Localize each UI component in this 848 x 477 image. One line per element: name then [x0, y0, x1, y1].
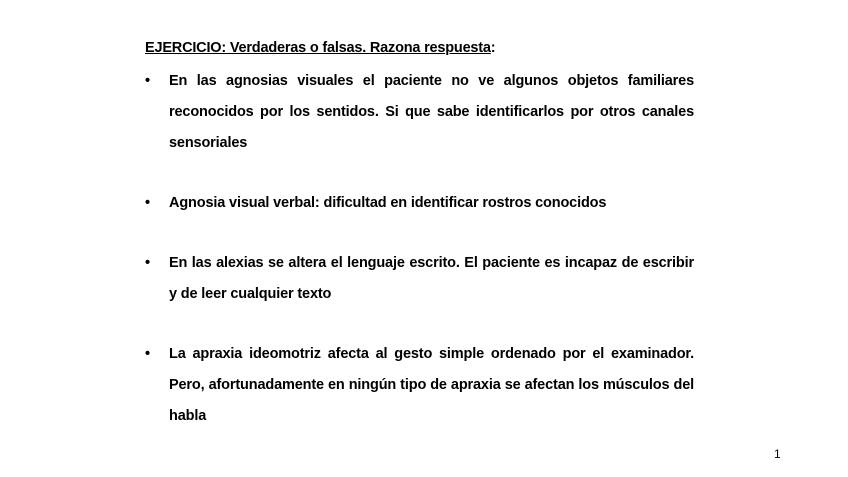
statement-item: [145, 339, 694, 432]
exercise-title-colon: :: [490, 40, 496, 56]
bullet-icon: •: [145, 255, 150, 271]
page-number: 1: [774, 447, 781, 461]
statement-text: En las alexias se altera el lenguaje escrito. El paciente es incapaz de escribir y de leer cualquier texto: [169, 255, 694, 302]
exercise-title: [145, 40, 495, 56]
bullet-icon: •: [145, 195, 150, 211]
statement-text: La apraxia ideomotriz afecta al gesto simple ordenado por el examinador. Pero, afortunadamente en ningún tipo de apraxia se afectan los músculos del habla: [169, 346, 694, 424]
statement-list: [145, 66, 694, 432]
statement-item: [145, 248, 694, 310]
statement-item: [145, 66, 694, 159]
statement-text: Agnosia visual verbal: dificultad en identificar rostros conocidos: [169, 195, 607, 211]
statement-item: [145, 188, 694, 219]
bullet-icon: •: [145, 73, 150, 89]
statement-text: En las agnosias visuales el paciente no ve algunos objetos familiares reconocidos por los sentidos. Si que sabe identificarlos por otros canales sensoriales: [169, 73, 694, 151]
exercise-title-text: EJERCICIO: Verdaderas o falsas. Razona respuesta: [145, 40, 491, 56]
bullet-icon: •: [145, 346, 150, 362]
